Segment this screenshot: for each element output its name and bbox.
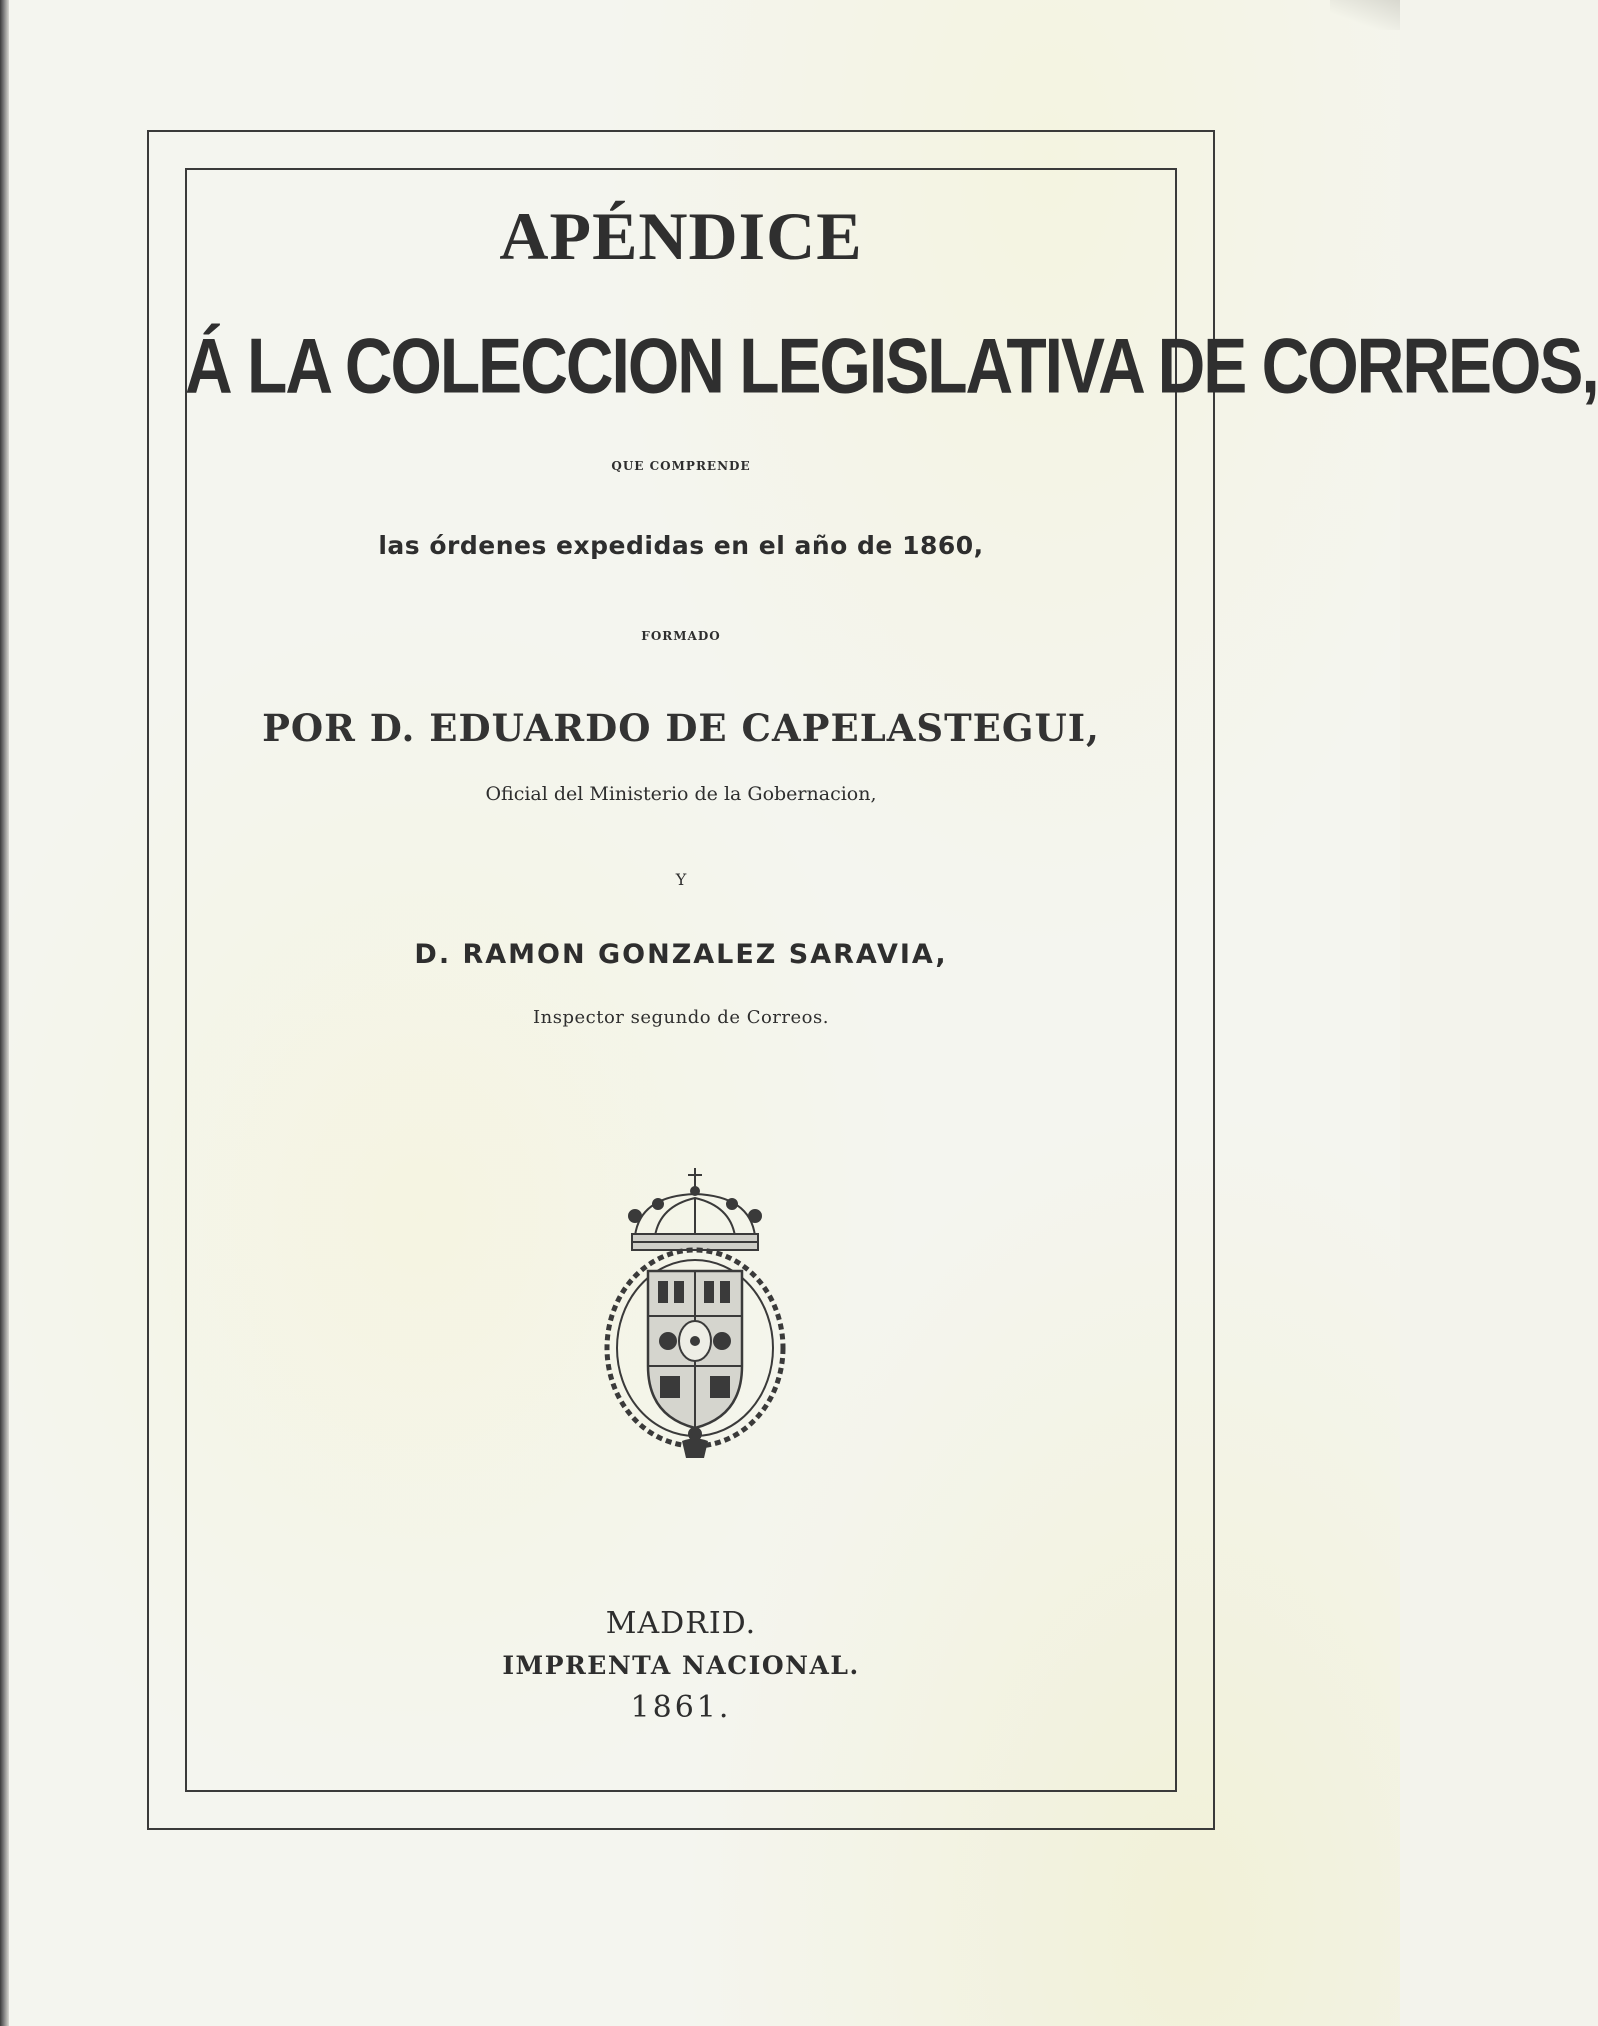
connector-formado: FORMADO (641, 629, 721, 643)
author-1-name: POR D. EDUARDO DE CAPELASTEGUI, (262, 706, 1100, 750)
page-subtitle: Á LA COLECCION LEGISLATIVA DE CORREOS, (185, 321, 1598, 409)
page-edge-shadow (0, 0, 9, 2026)
connector-y: Y (675, 870, 687, 889)
imprint-printer: IMPRENTA NACIONAL. (502, 1651, 860, 1680)
page-title: APÉNDICE (499, 198, 863, 274)
author-2-role: Inspector segundo de Correos. (533, 1007, 829, 1028)
author-2-name: D. RAMON GONZALEZ SARAVIA, (414, 939, 948, 970)
page-corner-fold (1330, 0, 1400, 30)
royal-coat-of-arms-icon (600, 1166, 790, 1460)
imprint-city: MADRID. (605, 1606, 757, 1641)
scope-line: las órdenes expedidas en el año de 1860, (378, 531, 984, 560)
author-1-role: Oficial del Ministerio de la Gobernacion, (485, 783, 877, 805)
connector-que-comprende: QUE COMPRENDE (611, 459, 751, 473)
imprint-year: 1861. (630, 1690, 732, 1725)
